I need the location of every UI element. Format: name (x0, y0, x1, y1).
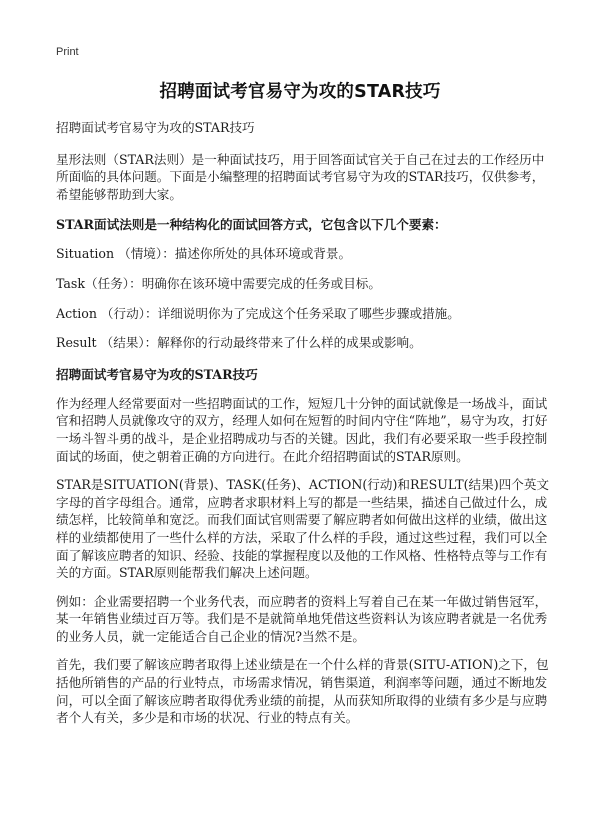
star-item-result: Result （结果）：解释你的行动最终带来了什么样的成果或影响。 (56, 335, 422, 351)
article-body (56, 119, 551, 738)
star-item-task: Task（任务）：明确你在该环境中需要完成的任务或目标。 (56, 275, 381, 291)
star-item-situation: Situation （情境）：描述你所处的具体环境或背景。 (56, 246, 352, 262)
body-paragraph-1: 作为经理人经常要面对一些招聘面试的工作，短短几十分钟的面试就像是一场战斗，面试官和招聘人员就像攻守的双方，经理人如何在短暂的时间内守住“阵地”，易守为攻，打好一场斗智斗勇的战斗，是企业招聘成功与否的关键。因此，我们有必要采取一些手段控制面试的场面，使之朝着正确的方向进行。在此介绍招聘面试的STAR原则。 (56, 395, 548, 464)
print-link[interactable]: Print (56, 46, 79, 58)
page-title: 招聘面试考官易守为攻的STAR技巧 (159, 82, 441, 102)
body-paragraph-2: STAR是SITUATION(背景)、TASK(任务)、ACTION(行动)和RESULT(结果)四个英文字母的首字母组合。通常，应聘者求职材料上写的都是一些结果，描述自己做过什么，成绩怎样，比较简单和宽泛。而我们面试官则需要了解应聘者如何做出这样的业绩，做出这样的业绩都使用了一些什么样的方法，采取了什么样的手段，通过这些过程，我们可以全面了解该应聘者的知识、经验、技能的掌握程度以及他的工作风格、性格特点等与工作有关的方面。STAR原则能帮我们解决上述问题。 (56, 477, 550, 581)
intro-paragraph: 星形法则（STAR法则）是一种面试技巧，用于回答面试官关于自己在过去的工作经历中所面临的具体问题。下面是小编整理的招聘面试考官易守为攻的STAR技巧，仅供参考，希望能够帮助到大家。 (56, 151, 545, 202)
body-paragraph-3: 例如：企业需要招聘一个业务代表，而应聘者的资料上写着自己在某一年做过销售冠军，某一年销售业绩过百万等。我们是不是就简单地凭借这些资料认为该应聘者就是一名优秀的业务人员，就一定能适合自己企业的情况?当然不是。 (56, 593, 548, 644)
star-item-action: Action （行动）：详细说明你为了完成这个任务采取了哪些步骤或措施。 (56, 305, 460, 321)
section-heading-star-elements: STAR面试法则是一种结构化的面试回答方式，它包含以下几个要素： (56, 217, 447, 233)
article-subtitle: 招聘面试考官易守为攻的STAR技巧 (56, 120, 255, 135)
body-paragraph-4: 首先，我们要了解该应聘者取得上述业绩是在一个什么样的背景(SITU-ATION)之下，包括他所销售的产品的行业特点，市场需求情况，销售渠道，利润率等问题，通过不断地发问，可以全面了解该应聘者取得优秀业绩的前提，从而获知所取得的业绩有多少是与应聘者个人有关，多少是和市场的状况、行业的特点有关。 (56, 657, 549, 726)
section-heading-star-tips: 招聘面试考官易守为攻的STAR技巧 (56, 366, 258, 382)
